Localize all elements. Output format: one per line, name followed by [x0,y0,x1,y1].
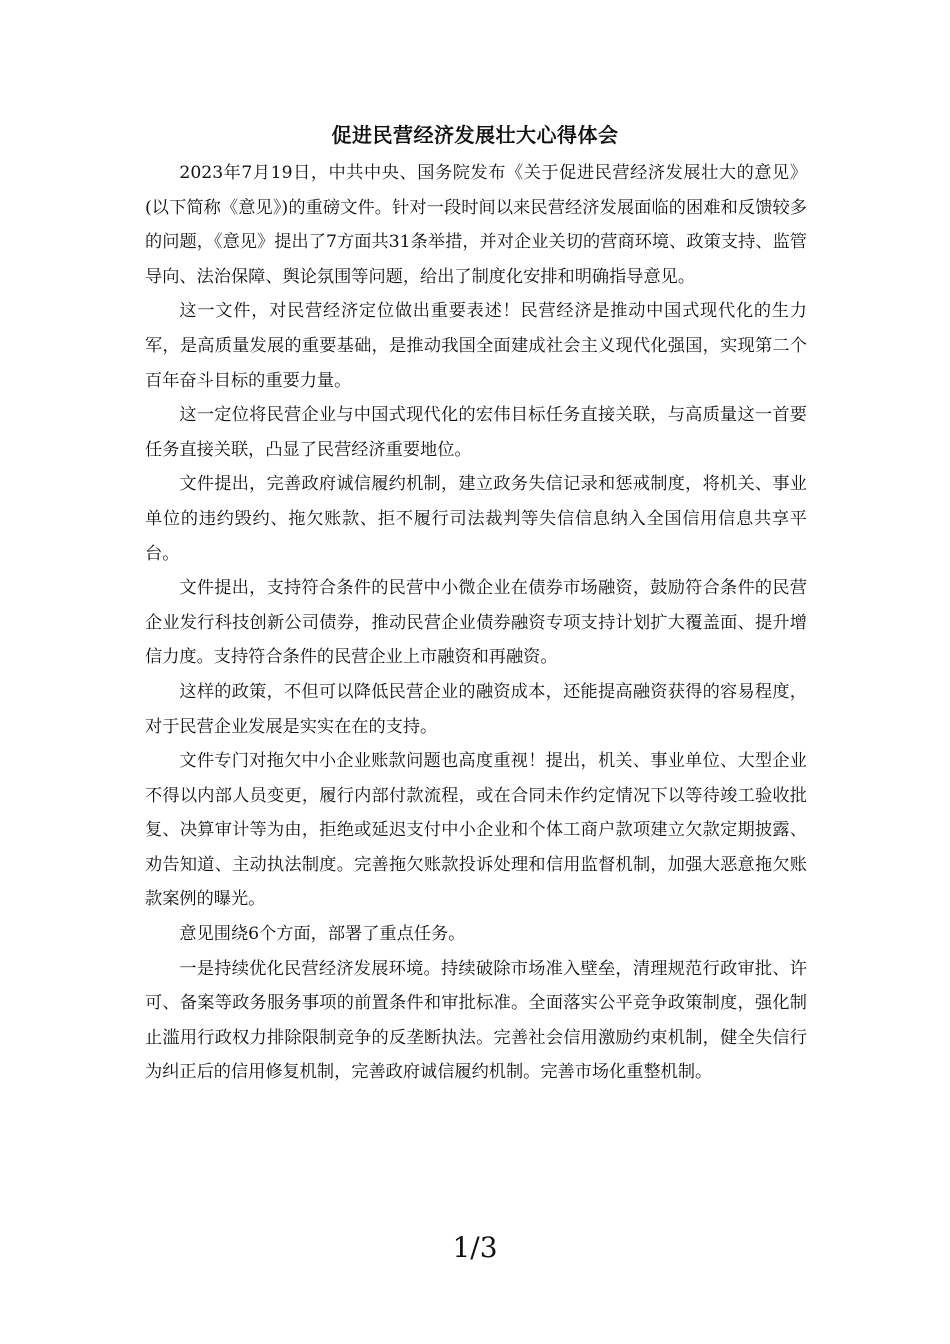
page-number: 1/3 [452,1231,498,1264]
paragraph: 文件专门对拖欠中小企业账款问题也高度重视！提出，机关、事业单位、大型企业不得以内部人员变更，履行内部付款流程，或在合同未作约定情况下以等待竣工验收批复、决算审计等为由，拒绝或延迟支付中小企业和个体工商户款项建立欠款定期披露、劝告知道、主动执法制度。完善拖欠账款投诉处理和信用监督机制，加强大恶意拖欠账款案例的曝光。 [145,751,807,910]
document-title: 促进民营经济发展壮大心得体会 [331,123,619,147]
document-body [145,156,807,1090]
paragraph: 文件提出，完善政府诚信履约机制，建立政务失信记录和惩戒制度，将机关、事业单位的违约毁约、拖欠账款、拒不履行司法裁判等失信信息纳入全国信用信息共享平台。 [145,474,807,564]
paragraph: 这一定位将民营企业与中国式现代化的宏伟目标任务直接关联，与高质量这一首要任务直接关联，凸显了民营经济重要地位。 [145,405,807,460]
paragraph: 文件提出，支持符合条件的民营中小微企业在债券市场融资，鼓励符合条件的民营企业发行科技创新公司债券，推动民营企业债券融资专项支持计划扩大覆盖面、提升增信力度。支持符合条件的民营企业上市融资和再融资。 [145,578,807,668]
paragraph: 一是持续优化民营经济发展环境。持续破除市场准入壁垒，清理规范行政审批、许可、备案等政务服务事项的前置条件和审批标准。全面落实公平竞争政策制度，强化制止滥用行政权力排除限制竞争的反垄断执法。完善社会信用激励约束机制，健全失信行为纠正后的信用修复机制，完善政府诚信履约机制。完善市场化重整机制。 [145,958,807,1083]
paragraph: 2023年7月19日，中共中央、国务院发布《关于促进民营经济发展壮大的意见》(以下简称《意见》)的重磅文件。针对一段时间以来民营经济发展面临的困难和反馈较多的问题，《意见》提出了7方面共31条举措，并对企业关切的营商环境、政策支持、监管导向、法治保障、舆论氛围等问题，给出了制度化安排和明确指导意见。 [145,163,807,287]
paragraph: 这一文件，对民营经济定位做出重要表述！民营经济是推动中国式现代化的生力军，是高质量发展的重要基础，是推动我国全面建成社会主义现代化强国，实现第二个百年奋斗目标的重要力量。 [145,301,807,391]
paragraph: 意见围绕6个方面，部署了重点任务。 [179,924,466,945]
paragraph: 这样的政策，不但可以降低民营企业的融资成本，还能提高融资获得的容易程度，对于民营企业发展是实实在在的支持。 [145,681,807,737]
